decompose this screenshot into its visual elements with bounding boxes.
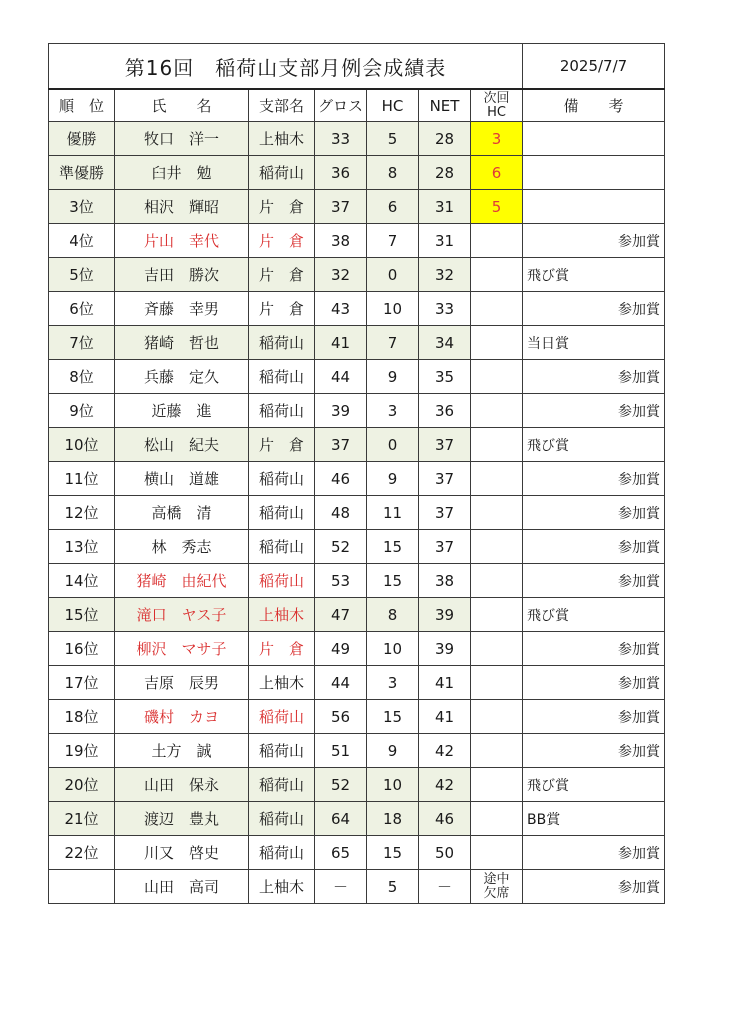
table-row bbox=[49, 360, 665, 394]
header-name: 氏 名 bbox=[115, 89, 249, 122]
gross-cell: 37 bbox=[315, 428, 367, 462]
hc-cell: 15 bbox=[367, 564, 419, 598]
club-cell: 稲荷山 bbox=[249, 360, 315, 394]
gross-cell: 36 bbox=[315, 156, 367, 190]
rank-cell: 14位 bbox=[49, 564, 115, 598]
table-row bbox=[49, 496, 665, 530]
rank-cell: 6位 bbox=[49, 292, 115, 326]
hc-cell: 11 bbox=[367, 496, 419, 530]
next-hc-cell bbox=[471, 326, 523, 360]
remarks-cell bbox=[523, 122, 665, 156]
remarks-cell: 飛び賞 bbox=[523, 428, 665, 462]
rank-cell: 10位 bbox=[49, 428, 115, 462]
name-cell: 松山 紀夫 bbox=[115, 428, 249, 462]
gross-cell: 39 bbox=[315, 394, 367, 428]
hc-cell: 6 bbox=[367, 190, 419, 224]
next-hc-note-line2: 欠席 bbox=[483, 885, 510, 901]
next-hc-cell bbox=[471, 530, 523, 564]
net-cell: 34 bbox=[419, 326, 471, 360]
remarks-cell: 参加賞 bbox=[523, 462, 665, 496]
table-row bbox=[49, 428, 665, 462]
remarks-cell: 参加賞 bbox=[523, 292, 665, 326]
table-row bbox=[49, 326, 665, 360]
hc-cell: 3 bbox=[367, 666, 419, 700]
rank-cell: 11位 bbox=[49, 462, 115, 496]
name-cell: 近藤 進 bbox=[115, 394, 249, 428]
table-row bbox=[49, 530, 665, 564]
next-hc-cell bbox=[471, 632, 523, 666]
remarks-cell: 飛び賞 bbox=[523, 768, 665, 802]
club-cell: 稲荷山 bbox=[249, 156, 315, 190]
remarks-cell: 参加賞 bbox=[523, 530, 665, 564]
rank-cell: 5位 bbox=[49, 258, 115, 292]
gross-cell: 64 bbox=[315, 802, 367, 836]
remarks-cell: 参加賞 bbox=[523, 870, 665, 904]
gross-cell: 46 bbox=[315, 462, 367, 496]
club-cell: 稲荷山 bbox=[249, 564, 315, 598]
net-cell: 41 bbox=[419, 700, 471, 734]
remarks-cell: 参加賞 bbox=[523, 700, 665, 734]
remarks-cell bbox=[523, 190, 665, 224]
next-hc-cell bbox=[471, 836, 523, 870]
club-cell: 片 倉 bbox=[249, 632, 315, 666]
next-hc-cell bbox=[471, 292, 523, 326]
club-cell: 稲荷山 bbox=[249, 496, 315, 530]
remarks-cell: 参加賞 bbox=[523, 496, 665, 530]
name-cell: 滝口 ヤス子 bbox=[115, 598, 249, 632]
hc-cell: 15 bbox=[367, 836, 419, 870]
name-cell: 片山 幸代 bbox=[115, 224, 249, 258]
gross-cell: 56 bbox=[315, 700, 367, 734]
header-gross: グロス bbox=[315, 89, 367, 122]
name-cell: 高橋 清 bbox=[115, 496, 249, 530]
net-cell: 50 bbox=[419, 836, 471, 870]
club-cell: 上柚木 bbox=[249, 122, 315, 156]
table-row bbox=[49, 836, 665, 870]
hc-cell: 10 bbox=[367, 292, 419, 326]
name-cell: 牧口 洋一 bbox=[115, 122, 249, 156]
club-cell: 稲荷山 bbox=[249, 802, 315, 836]
rank-cell: 8位 bbox=[49, 360, 115, 394]
remarks-cell: 飛び賞 bbox=[523, 258, 665, 292]
net-cell: 41 bbox=[419, 666, 471, 700]
remarks-cell: 参加賞 bbox=[523, 734, 665, 768]
remarks-cell: 当日賞 bbox=[523, 326, 665, 360]
rank-cell: 3位 bbox=[49, 190, 115, 224]
name-cell: 山田 保永 bbox=[115, 768, 249, 802]
rank-cell: 15位 bbox=[49, 598, 115, 632]
net-cell: 28 bbox=[419, 156, 471, 190]
net-cell: 46 bbox=[419, 802, 471, 836]
hc-cell: 5 bbox=[367, 122, 419, 156]
hc-cell: 9 bbox=[367, 462, 419, 496]
name-cell: 渡辺 豊丸 bbox=[115, 802, 249, 836]
next-hc-cell bbox=[471, 734, 523, 768]
gross-cell: 49 bbox=[315, 632, 367, 666]
header-remarks: 備 考 bbox=[523, 89, 665, 122]
header-next-hc bbox=[471, 89, 523, 122]
net-cell: 42 bbox=[419, 734, 471, 768]
hc-cell: 0 bbox=[367, 258, 419, 292]
gross-cell: 48 bbox=[315, 496, 367, 530]
remarks-cell: 参加賞 bbox=[523, 836, 665, 870]
hc-cell: 8 bbox=[367, 598, 419, 632]
name-cell: 土方 誠 bbox=[115, 734, 249, 768]
hc-cell: 18 bbox=[367, 802, 419, 836]
table-row bbox=[49, 122, 665, 156]
hc-cell: 5 bbox=[367, 870, 419, 904]
net-cell: 42 bbox=[419, 768, 471, 802]
name-cell: 猪崎 由紀代 bbox=[115, 564, 249, 598]
hc-cell: 7 bbox=[367, 326, 419, 360]
club-cell: 稲荷山 bbox=[249, 462, 315, 496]
header-hc: HC bbox=[367, 89, 419, 122]
table-row bbox=[49, 802, 665, 836]
remarks-cell bbox=[523, 156, 665, 190]
hc-cell: 15 bbox=[367, 700, 419, 734]
net-cell: 37 bbox=[419, 462, 471, 496]
name-cell: 柳沢 マサ子 bbox=[115, 632, 249, 666]
table-row bbox=[49, 734, 665, 768]
next-hc-cell bbox=[471, 564, 523, 598]
net-cell: 33 bbox=[419, 292, 471, 326]
rank-cell: 21位 bbox=[49, 802, 115, 836]
gross-cell: 65 bbox=[315, 836, 367, 870]
gross-cell: 44 bbox=[315, 666, 367, 700]
rank-cell: 16位 bbox=[49, 632, 115, 666]
next-hc-cell bbox=[471, 224, 523, 258]
club-cell: 稲荷山 bbox=[249, 836, 315, 870]
next-hc-cell bbox=[471, 428, 523, 462]
table-row bbox=[49, 564, 665, 598]
net-cell: 37 bbox=[419, 428, 471, 462]
table-row bbox=[49, 870, 665, 904]
next-hc-cell bbox=[471, 258, 523, 292]
next-hc-cell bbox=[471, 360, 523, 394]
name-cell: 川又 啓史 bbox=[115, 836, 249, 870]
club-cell: 片 倉 bbox=[249, 190, 315, 224]
hc-cell: 3 bbox=[367, 394, 419, 428]
net-cell: 32 bbox=[419, 258, 471, 292]
rank-cell: 17位 bbox=[49, 666, 115, 700]
club-cell: 片 倉 bbox=[249, 292, 315, 326]
net-cell: 31 bbox=[419, 224, 471, 258]
rank-cell: 20位 bbox=[49, 768, 115, 802]
name-cell: 猪崎 哲也 bbox=[115, 326, 249, 360]
rank-cell: 13位 bbox=[49, 530, 115, 564]
hc-cell: 0 bbox=[367, 428, 419, 462]
remarks-cell: 参加賞 bbox=[523, 394, 665, 428]
remarks-cell: 参加賞 bbox=[523, 666, 665, 700]
next-hc-cell: 3 bbox=[471, 122, 523, 156]
name-cell: 林 秀志 bbox=[115, 530, 249, 564]
gross-cell: 47 bbox=[315, 598, 367, 632]
rank-cell: 9位 bbox=[49, 394, 115, 428]
club-cell: 稲荷山 bbox=[249, 326, 315, 360]
next-hc-cell bbox=[471, 394, 523, 428]
table-row bbox=[49, 632, 665, 666]
header-rank: 順 位 bbox=[49, 89, 115, 122]
name-cell: 吉田 勝次 bbox=[115, 258, 249, 292]
net-cell: 39 bbox=[419, 632, 471, 666]
club-cell: 上柚木 bbox=[249, 870, 315, 904]
name-cell: 相沢 輝昭 bbox=[115, 190, 249, 224]
name-cell: 斉藤 幸男 bbox=[115, 292, 249, 326]
club-cell: 稲荷山 bbox=[249, 734, 315, 768]
rank-cell: 12位 bbox=[49, 496, 115, 530]
hc-cell: 10 bbox=[367, 768, 419, 802]
club-cell: 上柚木 bbox=[249, 598, 315, 632]
club-cell: 上柚木 bbox=[249, 666, 315, 700]
next-hc-cell bbox=[471, 700, 523, 734]
hc-cell: 7 bbox=[367, 224, 419, 258]
remarks-cell: 参加賞 bbox=[523, 632, 665, 666]
remarks-cell: 飛び賞 bbox=[523, 598, 665, 632]
table-row bbox=[49, 700, 665, 734]
name-cell: 兵藤 定久 bbox=[115, 360, 249, 394]
header-next-hc-line2: HC bbox=[487, 104, 506, 120]
next-hc-cell bbox=[471, 802, 523, 836]
table-row bbox=[49, 224, 665, 258]
header-net: NET bbox=[419, 89, 471, 122]
next-hc-cell: 6 bbox=[471, 156, 523, 190]
name-cell: 吉原 辰男 bbox=[115, 666, 249, 700]
net-cell: 35 bbox=[419, 360, 471, 394]
rank-cell: 22位 bbox=[49, 836, 115, 870]
gross-cell: 41 bbox=[315, 326, 367, 360]
net-cell: 38 bbox=[419, 564, 471, 598]
next-hc-cell bbox=[471, 870, 523, 904]
table-row bbox=[49, 156, 665, 190]
rank-cell bbox=[49, 870, 115, 904]
gross-cell: 33 bbox=[315, 122, 367, 156]
hc-cell: 9 bbox=[367, 360, 419, 394]
remarks-cell: 参加賞 bbox=[523, 360, 665, 394]
hc-cell: 9 bbox=[367, 734, 419, 768]
hc-cell: 8 bbox=[367, 156, 419, 190]
name-cell: 臼井 勉 bbox=[115, 156, 249, 190]
gross-cell: 52 bbox=[315, 530, 367, 564]
net-cell: 36 bbox=[419, 394, 471, 428]
table-row bbox=[49, 666, 665, 700]
header-row bbox=[49, 89, 665, 122]
remarks-cell: 参加賞 bbox=[523, 224, 665, 258]
net-cell: 37 bbox=[419, 496, 471, 530]
gross-cell: 44 bbox=[315, 360, 367, 394]
name-cell: 磯村 カヨ bbox=[115, 700, 249, 734]
gross-cell: － bbox=[315, 870, 367, 904]
header-club: 支部名 bbox=[249, 89, 315, 122]
remarks-cell: BB賞 bbox=[523, 802, 665, 836]
report-date: 2025/7/7 bbox=[523, 44, 665, 90]
name-cell: 横山 道雄 bbox=[115, 462, 249, 496]
table-row bbox=[49, 394, 665, 428]
next-hc-cell bbox=[471, 598, 523, 632]
hc-cell: 10 bbox=[367, 632, 419, 666]
gross-cell: 52 bbox=[315, 768, 367, 802]
gross-cell: 53 bbox=[315, 564, 367, 598]
next-hc-cell bbox=[471, 768, 523, 802]
table-row bbox=[49, 462, 665, 496]
rank-cell: 優勝 bbox=[49, 122, 115, 156]
rank-cell: 4位 bbox=[49, 224, 115, 258]
page-title: 第16回 稲荷山支部月例会成績表 bbox=[49, 44, 523, 90]
next-hc-cell: 5 bbox=[471, 190, 523, 224]
club-cell: 稲荷山 bbox=[249, 530, 315, 564]
club-cell: 片 倉 bbox=[249, 224, 315, 258]
club-cell: 稲荷山 bbox=[249, 768, 315, 802]
club-cell: 稲荷山 bbox=[249, 394, 315, 428]
club-cell: 片 倉 bbox=[249, 258, 315, 292]
next-hc-note-line1: 途中 bbox=[483, 871, 510, 887]
club-cell: 片 倉 bbox=[249, 428, 315, 462]
next-hc-cell bbox=[471, 666, 523, 700]
table-row bbox=[49, 190, 665, 224]
gross-cell: 32 bbox=[315, 258, 367, 292]
gross-cell: 51 bbox=[315, 734, 367, 768]
rank-cell: 7位 bbox=[49, 326, 115, 360]
club-cell: 稲荷山 bbox=[249, 700, 315, 734]
next-hc-cell bbox=[471, 462, 523, 496]
rank-cell: 19位 bbox=[49, 734, 115, 768]
gross-cell: 37 bbox=[315, 190, 367, 224]
net-cell: 39 bbox=[419, 598, 471, 632]
net-cell: － bbox=[419, 870, 471, 904]
gross-cell: 38 bbox=[315, 224, 367, 258]
table-row bbox=[49, 768, 665, 802]
table-row bbox=[49, 292, 665, 326]
net-cell: 37 bbox=[419, 530, 471, 564]
net-cell: 31 bbox=[419, 190, 471, 224]
name-cell: 山田 高司 bbox=[115, 870, 249, 904]
table-row bbox=[49, 258, 665, 292]
results-table bbox=[48, 43, 665, 904]
net-cell: 28 bbox=[419, 122, 471, 156]
rank-cell: 18位 bbox=[49, 700, 115, 734]
hc-cell: 15 bbox=[367, 530, 419, 564]
header-next-hc-line1: 次回 bbox=[483, 90, 510, 106]
remarks-cell: 参加賞 bbox=[523, 564, 665, 598]
rank-cell: 準優勝 bbox=[49, 156, 115, 190]
table-row bbox=[49, 598, 665, 632]
gross-cell: 43 bbox=[315, 292, 367, 326]
title-row bbox=[49, 44, 665, 90]
next-hc-cell bbox=[471, 496, 523, 530]
